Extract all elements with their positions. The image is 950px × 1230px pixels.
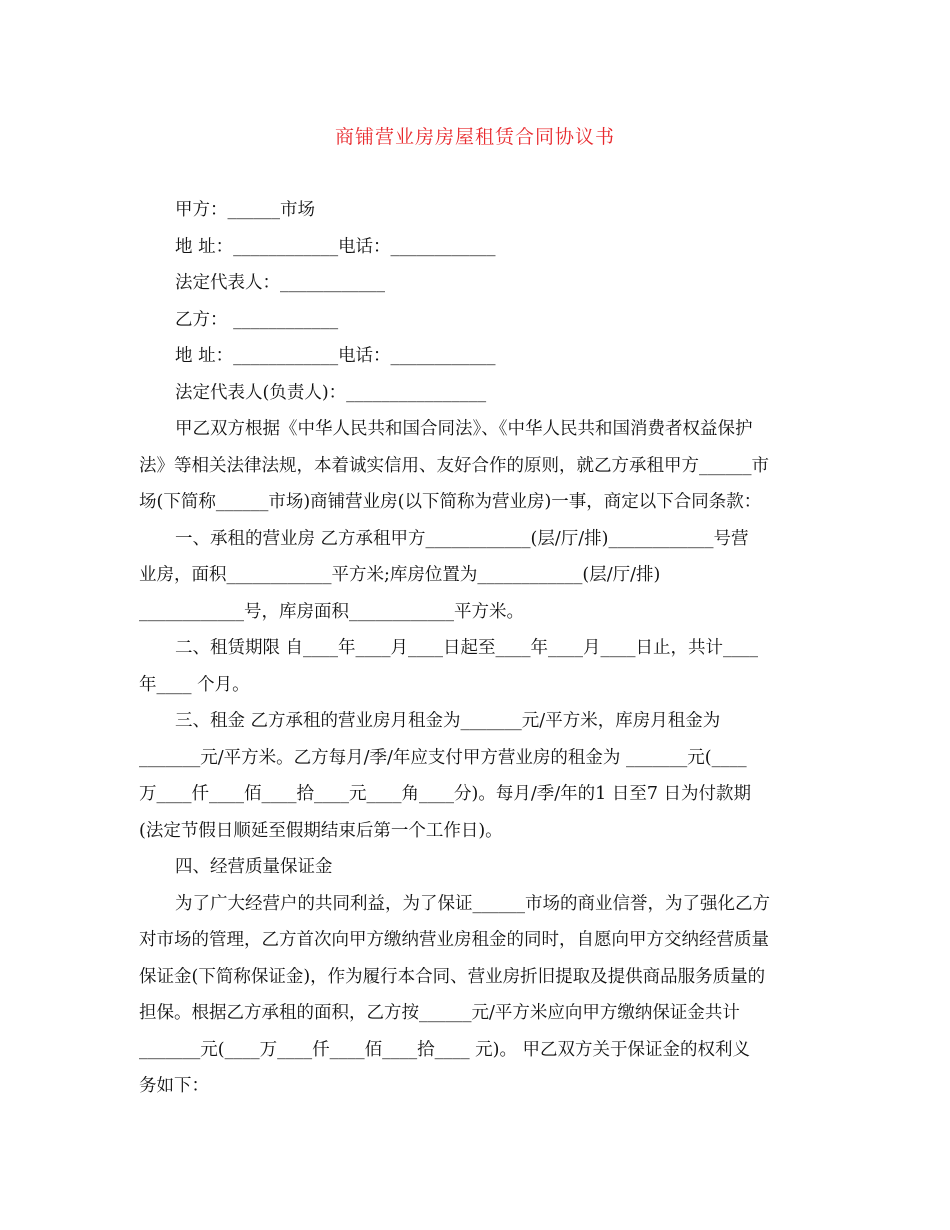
text-line: 二、租赁期限 自____年____月____日起至____年____月____日止，共计____ [175,638,759,658]
text-line: 万____仟____佰____拾____元____角____分)。每月/季/年的1 日至7 日为付款期 [139,784,752,804]
text-line: 年____ 个月。 [139,674,250,695]
text-line: 法》等相关法律法规，本着诚实信用、友好合作的原则，就乙方承租甲方______市 [139,455,769,476]
text-line: 甲方：______市场 [175,200,315,220]
text-line: _______元/平方米。乙方每月/季/年应支付甲方营业房的租金为 _______元(____ [139,747,747,768]
document-body [139,192,812,1105]
text-line: 场(下简称______市场)商铺营业房(以下简称为营业房)一事，商定以下合同条款： [139,492,762,512]
text-line: 为了广大经营户的共同利益，为了保证______市场的商业信誉，为了强化乙方 [175,893,770,914]
text-line: 三、租金 乙方承租的营业房月租金为_______元/平方米，库房月租金为 [175,711,721,731]
document-title: 商铺营业房房屋租赁合同协议书 [334,126,615,148]
text-line: 务如下： [139,1076,209,1096]
text-line: _______元(____万____仟____佰____拾____ 元)。 甲乙双方关于保证金的权利义 [139,1039,751,1060]
text-line: 乙方： ____________ [175,309,339,330]
text-line: 对市场的管理，乙方首次向甲方缴纳营业房租金的同时，自愿向甲方交纳经营质量 [139,930,769,950]
text-line: 法定代表人：____________ [175,273,385,293]
text-line: 一、承租的营业房 乙方承租甲方____________(层/厅/排)____________号营 [175,528,749,549]
text-line: 地 址：____________电话：____________ [175,346,496,366]
text-line: 甲乙双方根据《中华人民共和国合同法》、《中华人民共和国消费者权益保护 [175,419,753,439]
text-line: 担保。根据乙方承租的面积，乙方按______元/平方米应向甲方缴纳保证金共计 [139,1003,740,1023]
text-line: (法定节假日顺延至假期结束后第一个工作日)。 [139,820,503,841]
text-line: ____________号，库房面积____________平方米。 [139,601,524,622]
text-line: 业房，面积____________平方米;库房位置为____________(层/厅/排) [139,565,661,585]
text-line: 保证金(下简称保证金)，作为履行本合同、营业房折旧提取及提供商品服务质量的 [139,966,766,987]
text-line: 地 址：____________电话：____________ [175,236,496,257]
text-line: 法定代表人(负责人)：________________ [175,382,487,403]
text-line: 四、经营质量保证金 [175,857,333,877]
